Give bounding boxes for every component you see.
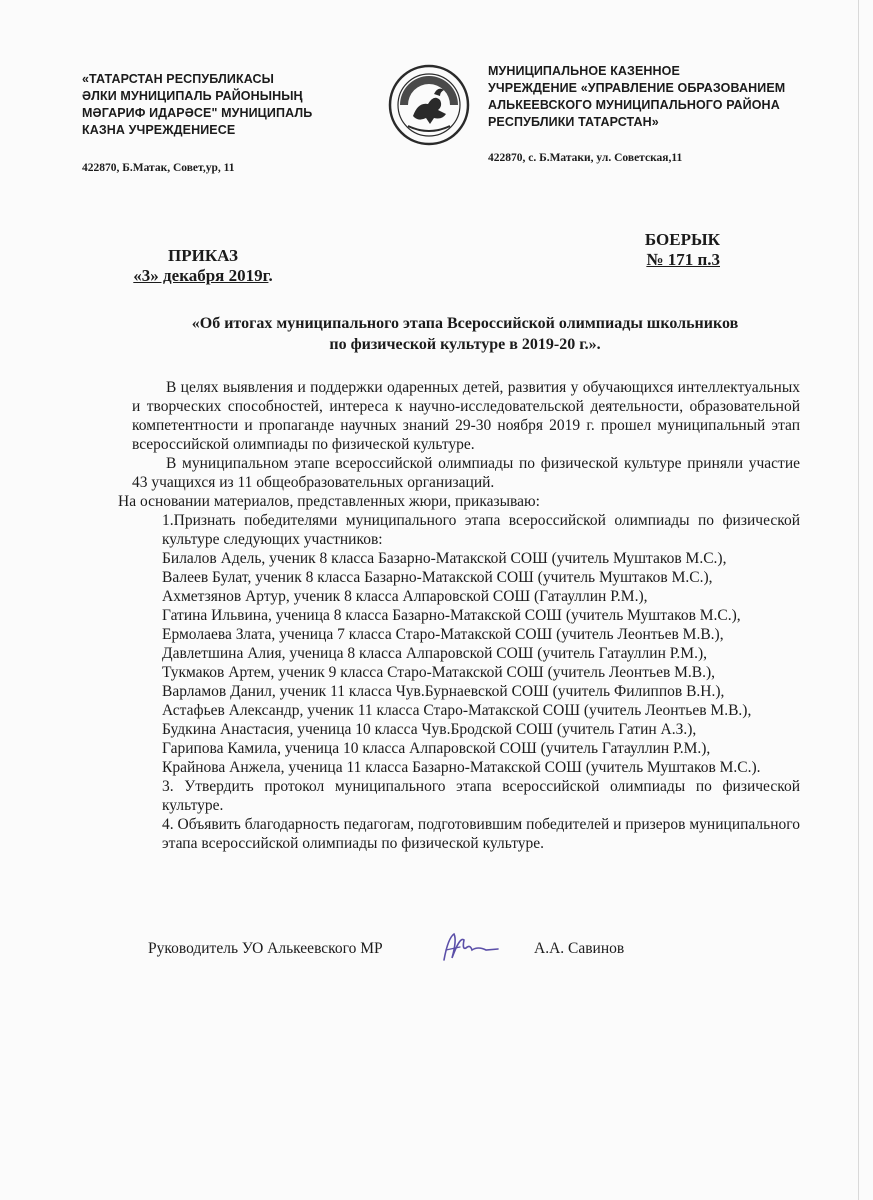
winner-entry: Крайнова Анжела, ученица 11 класса Базарно-Матакской СОШ (учитель Муштаков М.С.). — [162, 759, 761, 776]
item-gratitude: 4. Объявить благодарность педагогам, подготовившим победителей и призеров муниципального этапа всероссийской олимпиады по физической культуре. — [162, 816, 800, 852]
header-left-line: «ТАТАРСТАН РЕСПУБЛИКАСЫ — [82, 72, 274, 86]
winner-entry: Давлетшина Алия, ученица 8 класса Алпаровской СОШ (учитель Гатауллин Р.М.), — [162, 645, 707, 662]
header-left-line: КАЗНА УЧРЕЖДЕНИЕСЕ — [82, 123, 236, 137]
paragraph-participants: В муниципальном этапе всероссийской олимпиады по физической культуре приняли участие 43 учащихся из 11 общеобразовательных организаций. — [132, 455, 800, 491]
order-left-block — [128, 246, 278, 286]
winner-entry: Гатина Ильвина, ученица 8 класса Базарно-Матакской СОШ (учитель Муштаков М.С.), — [162, 607, 741, 624]
winner-entry: Валеев Булат, ученик 8 класса Базарно-Матакской СОШ (учитель Муштаков М.С.), — [162, 569, 713, 586]
document-body — [118, 378, 800, 853]
winner-entry: Астафьев Александр, ученик 11 класса Старо-Матакской СОШ (учитель Леонтьев М.В.), — [162, 702, 752, 719]
document-title — [140, 313, 790, 355]
header-right-line: МУНИЦИПАЛЬНОЕ КАЗЕННОЕ — [488, 64, 680, 78]
page-edge — [858, 0, 859, 1200]
signature-name: А.А. Савинов — [534, 940, 625, 957]
document-title-line: «Об итогах муниципального этапа Всероссийской олимпиады школьников — [191, 315, 739, 332]
header-left-line: ӘЛКИ МУНИЦИПАЛЬ РАЙОНЫНЫҢ — [82, 89, 303, 103]
header-left-line: МӘГАРИФ ИДАРӘСЕ" МУНИЦИПАЛЬ — [82, 106, 313, 120]
order-left-title: ПРИКАЗ — [168, 246, 238, 265]
winner-entry: Гарипова Камила, ученица 10 класса Алпаровской СОШ (учитель Гатауллин Р.М.), — [162, 740, 711, 757]
winner-entry: Ахметзянов Артур, ученик 8 класса Алпаровской СОШ (Гатауллин Р.М.), — [162, 588, 648, 605]
tatarstan-emblem-icon — [388, 64, 470, 146]
header-right-address: 422870, с. Б.Матаки, ул. Советская,11 — [488, 152, 683, 164]
signature-role: Руководитель УО Алькеевского МР — [148, 940, 383, 957]
paragraph-purpose: В целях выявления и поддержки одаренных детей, развития у обучающихся интеллектуальных и творческих способностей, интереса к научно-исследовательской деятельности, образовательной компетентности и пропаганде научных знаний 29-30 ноября 2019 г. прошел муниципальный этап всероссийской олимпиады по физической культуре. — [132, 379, 800, 453]
document-title-line: по физической культуре в 2019-20 г.». — [329, 336, 601, 353]
winner-entry: Билалов Адель, ученик 8 класса Базарно-Матакской СОШ (учитель Муштаков М.С.), — [162, 550, 727, 567]
order-number: № 171 п.3 — [646, 250, 720, 269]
header-right-line: АЛЬКЕЕВСКОГО МУНИЦИПАЛЬНОГО РАЙОНА — [488, 98, 780, 112]
winner-entry: Будкина Анастасия, ученица 10 класса Чув.Бродской СОШ (учитель Гатин А.З.), — [162, 721, 697, 738]
header-right-line: УЧРЕЖДЕНИЕ «УПРАВЛЕНИЕ ОБРАЗОВАНИЕМ — [488, 81, 786, 95]
order-date-line — [128, 266, 278, 286]
header-right-line: РЕСПУБЛИКИ ТАТАРСТАН» — [488, 115, 659, 129]
header-left-org — [82, 71, 372, 139]
paragraph-basis: На основании материалов, представленных жюри, приказываю: — [118, 493, 540, 510]
order-date-suffix: . — [268, 266, 273, 285]
winners-list — [132, 549, 800, 777]
item-winners: 1.Признать победителями муниципального этапа всероссийской олимпиады по физической культуре следующих участников: — [162, 512, 800, 548]
order-date: «3» декабря 2019г — [133, 266, 269, 285]
order-right-title: БОЕРЫК — [644, 230, 720, 249]
winner-entry: Варламов Данил, ученик 11 класса Чув.Бурнаевской СОШ (учитель Филиппов В.Н.), — [162, 683, 725, 700]
handwritten-signature-icon — [440, 930, 500, 966]
header-right-org — [488, 63, 828, 131]
header-left-address: 422870, Б.Матак, Совет,ур, 11 — [82, 162, 235, 174]
winner-entry: Тукмаков Артем, ученик 9 класса Старо-Матакской СОШ (учитель Леонтьев М.В.), — [162, 664, 716, 681]
winner-entry: Ермолаева Злата, ученица 7 класса Старо-Матакской СОШ (учитель Леонтьев М.В.), — [162, 626, 724, 643]
item-approve-protocol: 3. Утвердить протокол муниципального этапа всероссийской олимпиады по физической культуре. — [162, 778, 800, 814]
order-right-block — [640, 230, 720, 270]
